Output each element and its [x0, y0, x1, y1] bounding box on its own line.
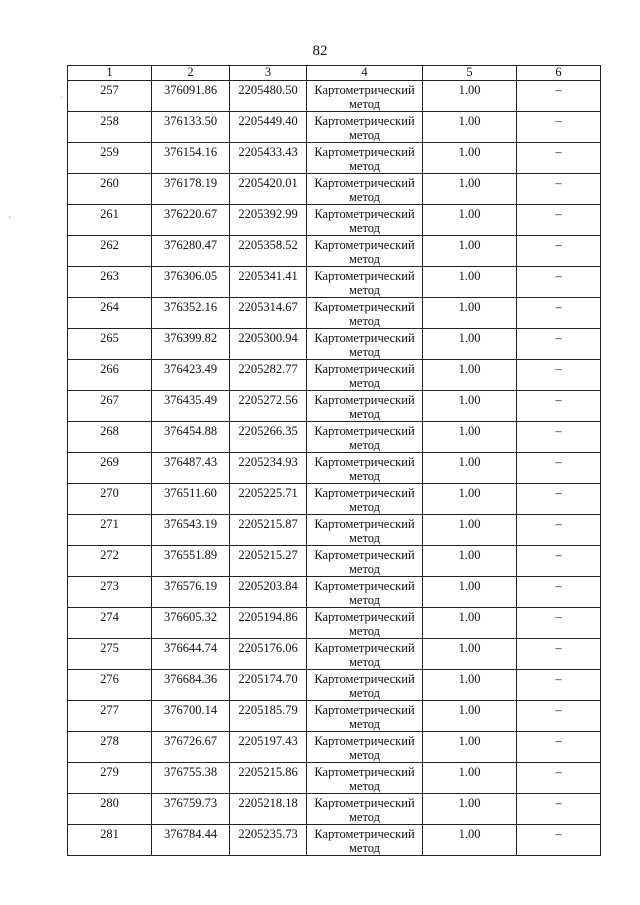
point-number-cell: 275	[68, 639, 152, 670]
description-cell: –	[517, 453, 601, 484]
x-coordinate-cell: 376154.16	[152, 143, 230, 174]
table-row	[68, 391, 601, 422]
table-row	[68, 670, 601, 701]
accuracy-cell: 1.00	[423, 329, 517, 360]
point-number-cell: 270	[68, 484, 152, 515]
description-cell: –	[517, 608, 601, 639]
description-cell: –	[517, 515, 601, 546]
method-cell: Картометрический метод	[307, 763, 423, 794]
y-coordinate-cell: 2205215.86	[230, 763, 307, 794]
table-row	[68, 422, 601, 453]
y-coordinate-cell: 2205203.84	[230, 577, 307, 608]
x-coordinate-cell: 376755.38	[152, 763, 230, 794]
table-row	[68, 732, 601, 763]
y-coordinate-cell: 2205314.67	[230, 298, 307, 329]
y-coordinate-cell: 2205215.27	[230, 546, 307, 577]
y-coordinate-cell: 2205215.87	[230, 515, 307, 546]
table-row	[68, 794, 601, 825]
method-cell: Картометрический метод	[307, 453, 423, 484]
y-coordinate-cell: 2205176.06	[230, 639, 307, 670]
x-coordinate-cell: 376220.67	[152, 205, 230, 236]
column-header-2: 2	[152, 66, 230, 81]
accuracy-cell: 1.00	[423, 81, 517, 112]
table-row	[68, 701, 601, 732]
table-row	[68, 112, 601, 143]
table-header-row	[68, 66, 601, 81]
scan-artifact: ·	[8, 212, 11, 222]
x-coordinate-cell: 376700.14	[152, 701, 230, 732]
point-number-cell: 276	[68, 670, 152, 701]
y-coordinate-cell: 2205392.99	[230, 205, 307, 236]
description-cell: –	[517, 484, 601, 515]
method-cell: Картометрический метод	[307, 391, 423, 422]
accuracy-cell: 1.00	[423, 360, 517, 391]
column-header-5: 5	[423, 66, 517, 81]
y-coordinate-cell: 2205272.56	[230, 391, 307, 422]
x-coordinate-cell: 376644.74	[152, 639, 230, 670]
point-number-cell: 277	[68, 701, 152, 732]
method-cell: Картометрический метод	[307, 608, 423, 639]
method-cell: Картометрический метод	[307, 577, 423, 608]
point-number-cell: 261	[68, 205, 152, 236]
y-coordinate-cell: 2205185.79	[230, 701, 307, 732]
y-coordinate-cell: 2205300.94	[230, 329, 307, 360]
description-cell: –	[517, 639, 601, 670]
method-cell: Картометрический метод	[307, 81, 423, 112]
table-row	[68, 763, 601, 794]
table-row	[68, 515, 601, 546]
x-coordinate-cell: 376576.19	[152, 577, 230, 608]
point-number-cell: 269	[68, 453, 152, 484]
x-coordinate-cell: 376511.60	[152, 484, 230, 515]
accuracy-cell: 1.00	[423, 112, 517, 143]
point-number-cell: 264	[68, 298, 152, 329]
table-row	[68, 453, 601, 484]
x-coordinate-cell: 376435.49	[152, 391, 230, 422]
point-number-cell: 263	[68, 267, 152, 298]
description-cell: –	[517, 422, 601, 453]
table-row	[68, 205, 601, 236]
description-cell: –	[517, 174, 601, 205]
x-coordinate-cell: 376543.19	[152, 515, 230, 546]
table-row	[68, 577, 601, 608]
column-header-4: 4	[307, 66, 423, 81]
method-cell: Картометрический метод	[307, 329, 423, 360]
y-coordinate-cell: 2205341.41	[230, 267, 307, 298]
x-coordinate-cell: 376487.43	[152, 453, 230, 484]
y-coordinate-cell: 2205449.40	[230, 112, 307, 143]
method-cell: Картометрический метод	[307, 267, 423, 298]
method-cell: Картометрический метод	[307, 236, 423, 267]
description-cell: –	[517, 112, 601, 143]
y-coordinate-cell: 2205197.43	[230, 732, 307, 763]
table-row	[68, 825, 601, 856]
method-cell: Картометрический метод	[307, 205, 423, 236]
accuracy-cell: 1.00	[423, 267, 517, 298]
x-coordinate-cell: 376178.19	[152, 174, 230, 205]
y-coordinate-cell: 2205225.71	[230, 484, 307, 515]
accuracy-cell: 1.00	[423, 298, 517, 329]
description-cell: –	[517, 81, 601, 112]
method-cell: Картометрический метод	[307, 174, 423, 205]
method-cell: Картометрический метод	[307, 639, 423, 670]
point-number-cell: 274	[68, 608, 152, 639]
table-body	[68, 81, 601, 856]
x-coordinate-cell: 376133.50	[152, 112, 230, 143]
accuracy-cell: 1.00	[423, 515, 517, 546]
method-cell: Картометрический метод	[307, 298, 423, 329]
y-coordinate-cell: 2205433.43	[230, 143, 307, 174]
description-cell: –	[517, 763, 601, 794]
point-number-cell: 281	[68, 825, 152, 856]
x-coordinate-cell: 376423.49	[152, 360, 230, 391]
description-cell: –	[517, 701, 601, 732]
table-row	[68, 484, 601, 515]
table-row	[68, 298, 601, 329]
x-coordinate-cell: 376306.05	[152, 267, 230, 298]
description-cell: –	[517, 329, 601, 360]
method-cell: Картометрический метод	[307, 112, 423, 143]
point-number-cell: 265	[68, 329, 152, 360]
y-coordinate-cell: 2205174.70	[230, 670, 307, 701]
table-row	[68, 174, 601, 205]
accuracy-cell: 1.00	[423, 732, 517, 763]
coordinates-table	[67, 65, 601, 856]
point-number-cell: 280	[68, 794, 152, 825]
point-number-cell: 279	[68, 763, 152, 794]
point-number-cell: 268	[68, 422, 152, 453]
accuracy-cell: 1.00	[423, 422, 517, 453]
description-cell: –	[517, 546, 601, 577]
point-number-cell: 258	[68, 112, 152, 143]
description-cell: –	[517, 732, 601, 763]
accuracy-cell: 1.00	[423, 608, 517, 639]
accuracy-cell: 1.00	[423, 236, 517, 267]
accuracy-cell: 1.00	[423, 639, 517, 670]
y-coordinate-cell: 2205282.77	[230, 360, 307, 391]
method-cell: Картометрический метод	[307, 422, 423, 453]
y-coordinate-cell: 2205194.86	[230, 608, 307, 639]
accuracy-cell: 1.00	[423, 794, 517, 825]
table-row	[68, 360, 601, 391]
table-row	[68, 329, 601, 360]
x-coordinate-cell: 376784.44	[152, 825, 230, 856]
table-row	[68, 267, 601, 298]
page-number: 82	[312, 43, 328, 59]
accuracy-cell: 1.00	[423, 205, 517, 236]
x-coordinate-cell: 376454.88	[152, 422, 230, 453]
point-number-cell: 259	[68, 143, 152, 174]
method-cell: Картометрический метод	[307, 701, 423, 732]
point-number-cell: 271	[68, 515, 152, 546]
x-coordinate-cell: 376551.89	[152, 546, 230, 577]
accuracy-cell: 1.00	[423, 546, 517, 577]
accuracy-cell: 1.00	[423, 670, 517, 701]
method-cell: Картометрический метод	[307, 515, 423, 546]
point-number-cell: 266	[68, 360, 152, 391]
table-header	[68, 66, 601, 81]
column-header-3: 3	[230, 66, 307, 81]
y-coordinate-cell: 2205234.93	[230, 453, 307, 484]
point-number-cell: 257	[68, 81, 152, 112]
table-row	[68, 546, 601, 577]
point-number-cell: 262	[68, 236, 152, 267]
y-coordinate-cell: 2205358.52	[230, 236, 307, 267]
column-header-1: 1	[68, 66, 152, 81]
accuracy-cell: 1.00	[423, 763, 517, 794]
description-cell: –	[517, 391, 601, 422]
description-cell: –	[517, 267, 601, 298]
method-cell: Картометрический метод	[307, 825, 423, 856]
description-cell: –	[517, 236, 601, 267]
x-coordinate-cell: 376726.67	[152, 732, 230, 763]
description-cell: –	[517, 298, 601, 329]
table-row	[68, 81, 601, 112]
method-cell: Картометрический метод	[307, 360, 423, 391]
description-cell: –	[517, 143, 601, 174]
scan-artifact: ·	[60, 92, 63, 102]
table-row	[68, 608, 601, 639]
accuracy-cell: 1.00	[423, 174, 517, 205]
description-cell: –	[517, 670, 601, 701]
x-coordinate-cell: 376759.73	[152, 794, 230, 825]
description-cell: –	[517, 360, 601, 391]
accuracy-cell: 1.00	[423, 453, 517, 484]
method-cell: Картометрический метод	[307, 546, 423, 577]
description-cell: –	[517, 825, 601, 856]
y-coordinate-cell: 2205235.73	[230, 825, 307, 856]
accuracy-cell: 1.00	[423, 391, 517, 422]
table-row	[68, 143, 601, 174]
point-number-cell: 272	[68, 546, 152, 577]
point-number-cell: 260	[68, 174, 152, 205]
accuracy-cell: 1.00	[423, 577, 517, 608]
table-row	[68, 236, 601, 267]
x-coordinate-cell: 376399.82	[152, 329, 230, 360]
x-coordinate-cell: 376684.36	[152, 670, 230, 701]
point-number-cell: 267	[68, 391, 152, 422]
accuracy-cell: 1.00	[423, 143, 517, 174]
table-row	[68, 639, 601, 670]
column-header-6: 6	[517, 66, 601, 81]
accuracy-cell: 1.00	[423, 701, 517, 732]
y-coordinate-cell: 2205480.50	[230, 81, 307, 112]
method-cell: Картометрический метод	[307, 732, 423, 763]
method-cell: Картометрический метод	[307, 484, 423, 515]
y-coordinate-cell: 2205420.01	[230, 174, 307, 205]
y-coordinate-cell: 2205266.35	[230, 422, 307, 453]
y-coordinate-cell: 2205218.18	[230, 794, 307, 825]
x-coordinate-cell: 376091.86	[152, 81, 230, 112]
method-cell: Картометрический метод	[307, 143, 423, 174]
method-cell: Картометрический метод	[307, 670, 423, 701]
x-coordinate-cell: 376352.16	[152, 298, 230, 329]
point-number-cell: 278	[68, 732, 152, 763]
point-number-cell: 273	[68, 577, 152, 608]
description-cell: –	[517, 205, 601, 236]
x-coordinate-cell: 376605.32	[152, 608, 230, 639]
x-coordinate-cell: 376280.47	[152, 236, 230, 267]
accuracy-cell: 1.00	[423, 825, 517, 856]
method-cell: Картометрический метод	[307, 794, 423, 825]
description-cell: –	[517, 577, 601, 608]
description-cell: –	[517, 794, 601, 825]
accuracy-cell: 1.00	[423, 484, 517, 515]
